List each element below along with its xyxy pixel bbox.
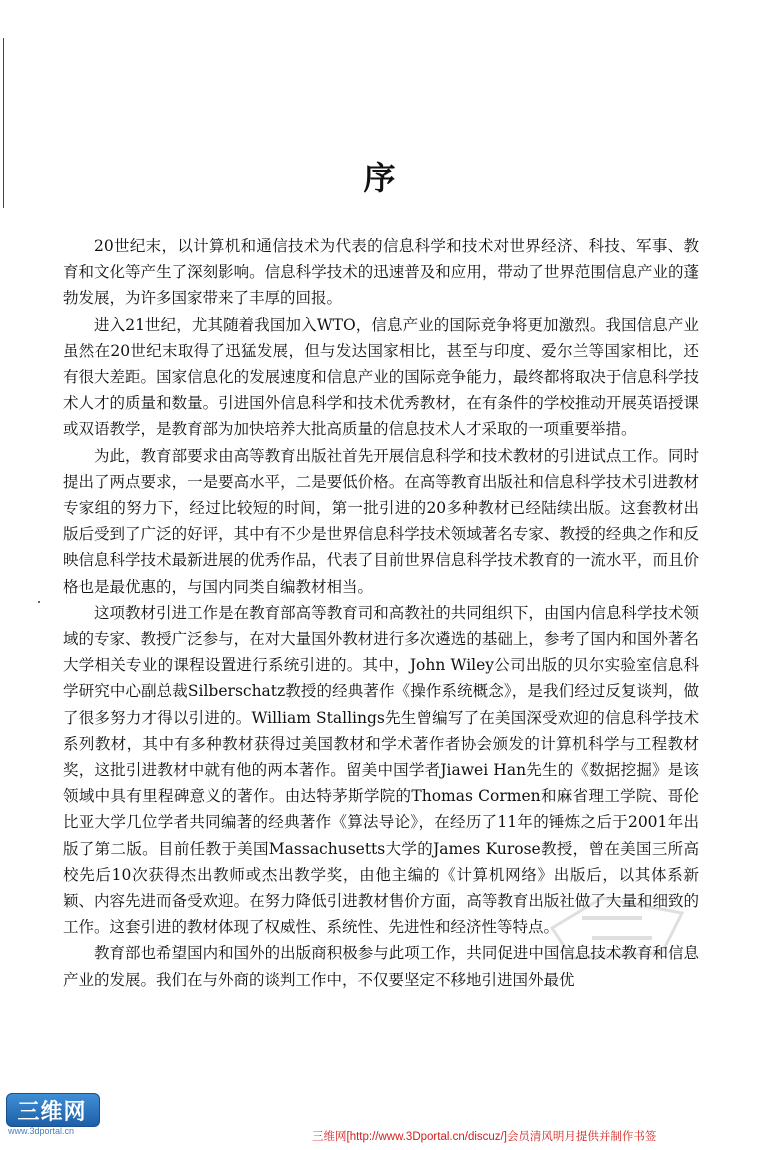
- logo-url: www.3dportal.cn: [8, 1126, 75, 1136]
- logo-text: 三维网: [17, 1100, 87, 1125]
- footer-credit-link[interactable]: 三维网[http://www.3Dportal.cn/discuz/]会员清风明月提供并制作书签: [312, 1131, 657, 1143]
- body-text: [63, 233, 699, 993]
- paragraph-4: 这项教材引进工作是在教育部高等教育司和高教社的共同组织下，由国内信息科学技术领域的专家、教授广泛参与，在对大量国外教材进行多次遴选的基础上，参考了国内和国外著名大学相关专业的课程设置进行系统引进的。其中，John Wiley公司出版的贝尔实验室信息科学研究中心副总裁Silberschatz教授的经典著作《操作系统概念》，是我们经过反复谈判，做了很多努力才得以引进的。William Stallings先生曾编写了在美国深受欢迎的信息科学技术系列教材，其中有多种教材获得过美国教材和学术著作者协会颁发的计算机科学与工程教材奖，这批引进教材中就有他的两本著作。留美中国学者Jiawei Han先生的《数据挖掘》是该领域中具有里程碑意义的著作。由达特茅斯学院的Thomas Cormen和麻省理工学院、哥伦比亚大学几位学者共同编著的经典著作《算法导论》，在经历了11年的锤炼之后于2001年出版了第二版。目前任教于美国Massachusetts大学的James Kurose教授，曾在美国三所高校先后10次获得杰出教师或杰出教学奖，由他主编的《计算机网络》出版后，以其体系新颖、内容先进而备受欢迎。在努力降低引进教材售价方面，高等教育出版社做了大量和细致的工作。这套引进的教材体现了权威性、系统性、先进性和经济性等特点。: [63, 603, 699, 937]
- paragraph-2: 进入21世纪，尤其随着我国加入WTO，信息产业的国际竞争将更加激烈。我国信息产业虽然在20世纪末取得了迅猛发展，但与发达国家相比，甚至与印度、爱尔兰等国家相比，还有很大差距。国家信息化的发展速度和信息产业的国际竞争能力，最终都将取决于信息科学技术人才的质量和数量。引进国外信息科学和技术优秀教材，在有条件的学校推动开展英语授课或双语教学，是教育部为加快培养大批高质量的信息技术人才采取的一项重要举措。: [63, 315, 699, 439]
- paragraph-3: 为此，教育部要求由高等教育出版社首先开展信息科学和技术教材的引进试点工作。同时提出了两点要求，一是要高水平，二是要低价格。在高等教育出版社和信息科学技术引进教材专家组的努力下，经过比较短的时间，第一批引进的20多种教材已经陆续出版。这套教材出版后受到了广泛的好评，其中有不少是世界信息科学技术领域著名专家、教授的经典之作和反映信息科学技术最新进展的优秀作品，代表了目前世界信息科学技术教育的一流水平，而且价格也是最优惠的，与国内同类自编教材相当。: [63, 446, 699, 596]
- page-title: 序: [363, 159, 398, 197]
- site-logo[interactable]: [6, 1093, 106, 1139]
- scan-speck: [38, 601, 40, 603]
- paragraph-5: 教育部也希望国内和国外的出版商积极参与此项工作，共同促进中国信息技术教育和信息产业的发展。我们在与外商的谈判工作中，不仅要坚定不移地引进国外最优: [63, 944, 699, 989]
- paragraph-1: 20世纪末，以计算机和通信技术为代表的信息科学和技术对世界经济、科技、军事、教育和文化等产生了深刻影响。信息科学技术的迅速普及和应用，带动了世界范围信息产业的蓬勃发展，为许多国家带来了丰厚的回报。: [63, 237, 699, 308]
